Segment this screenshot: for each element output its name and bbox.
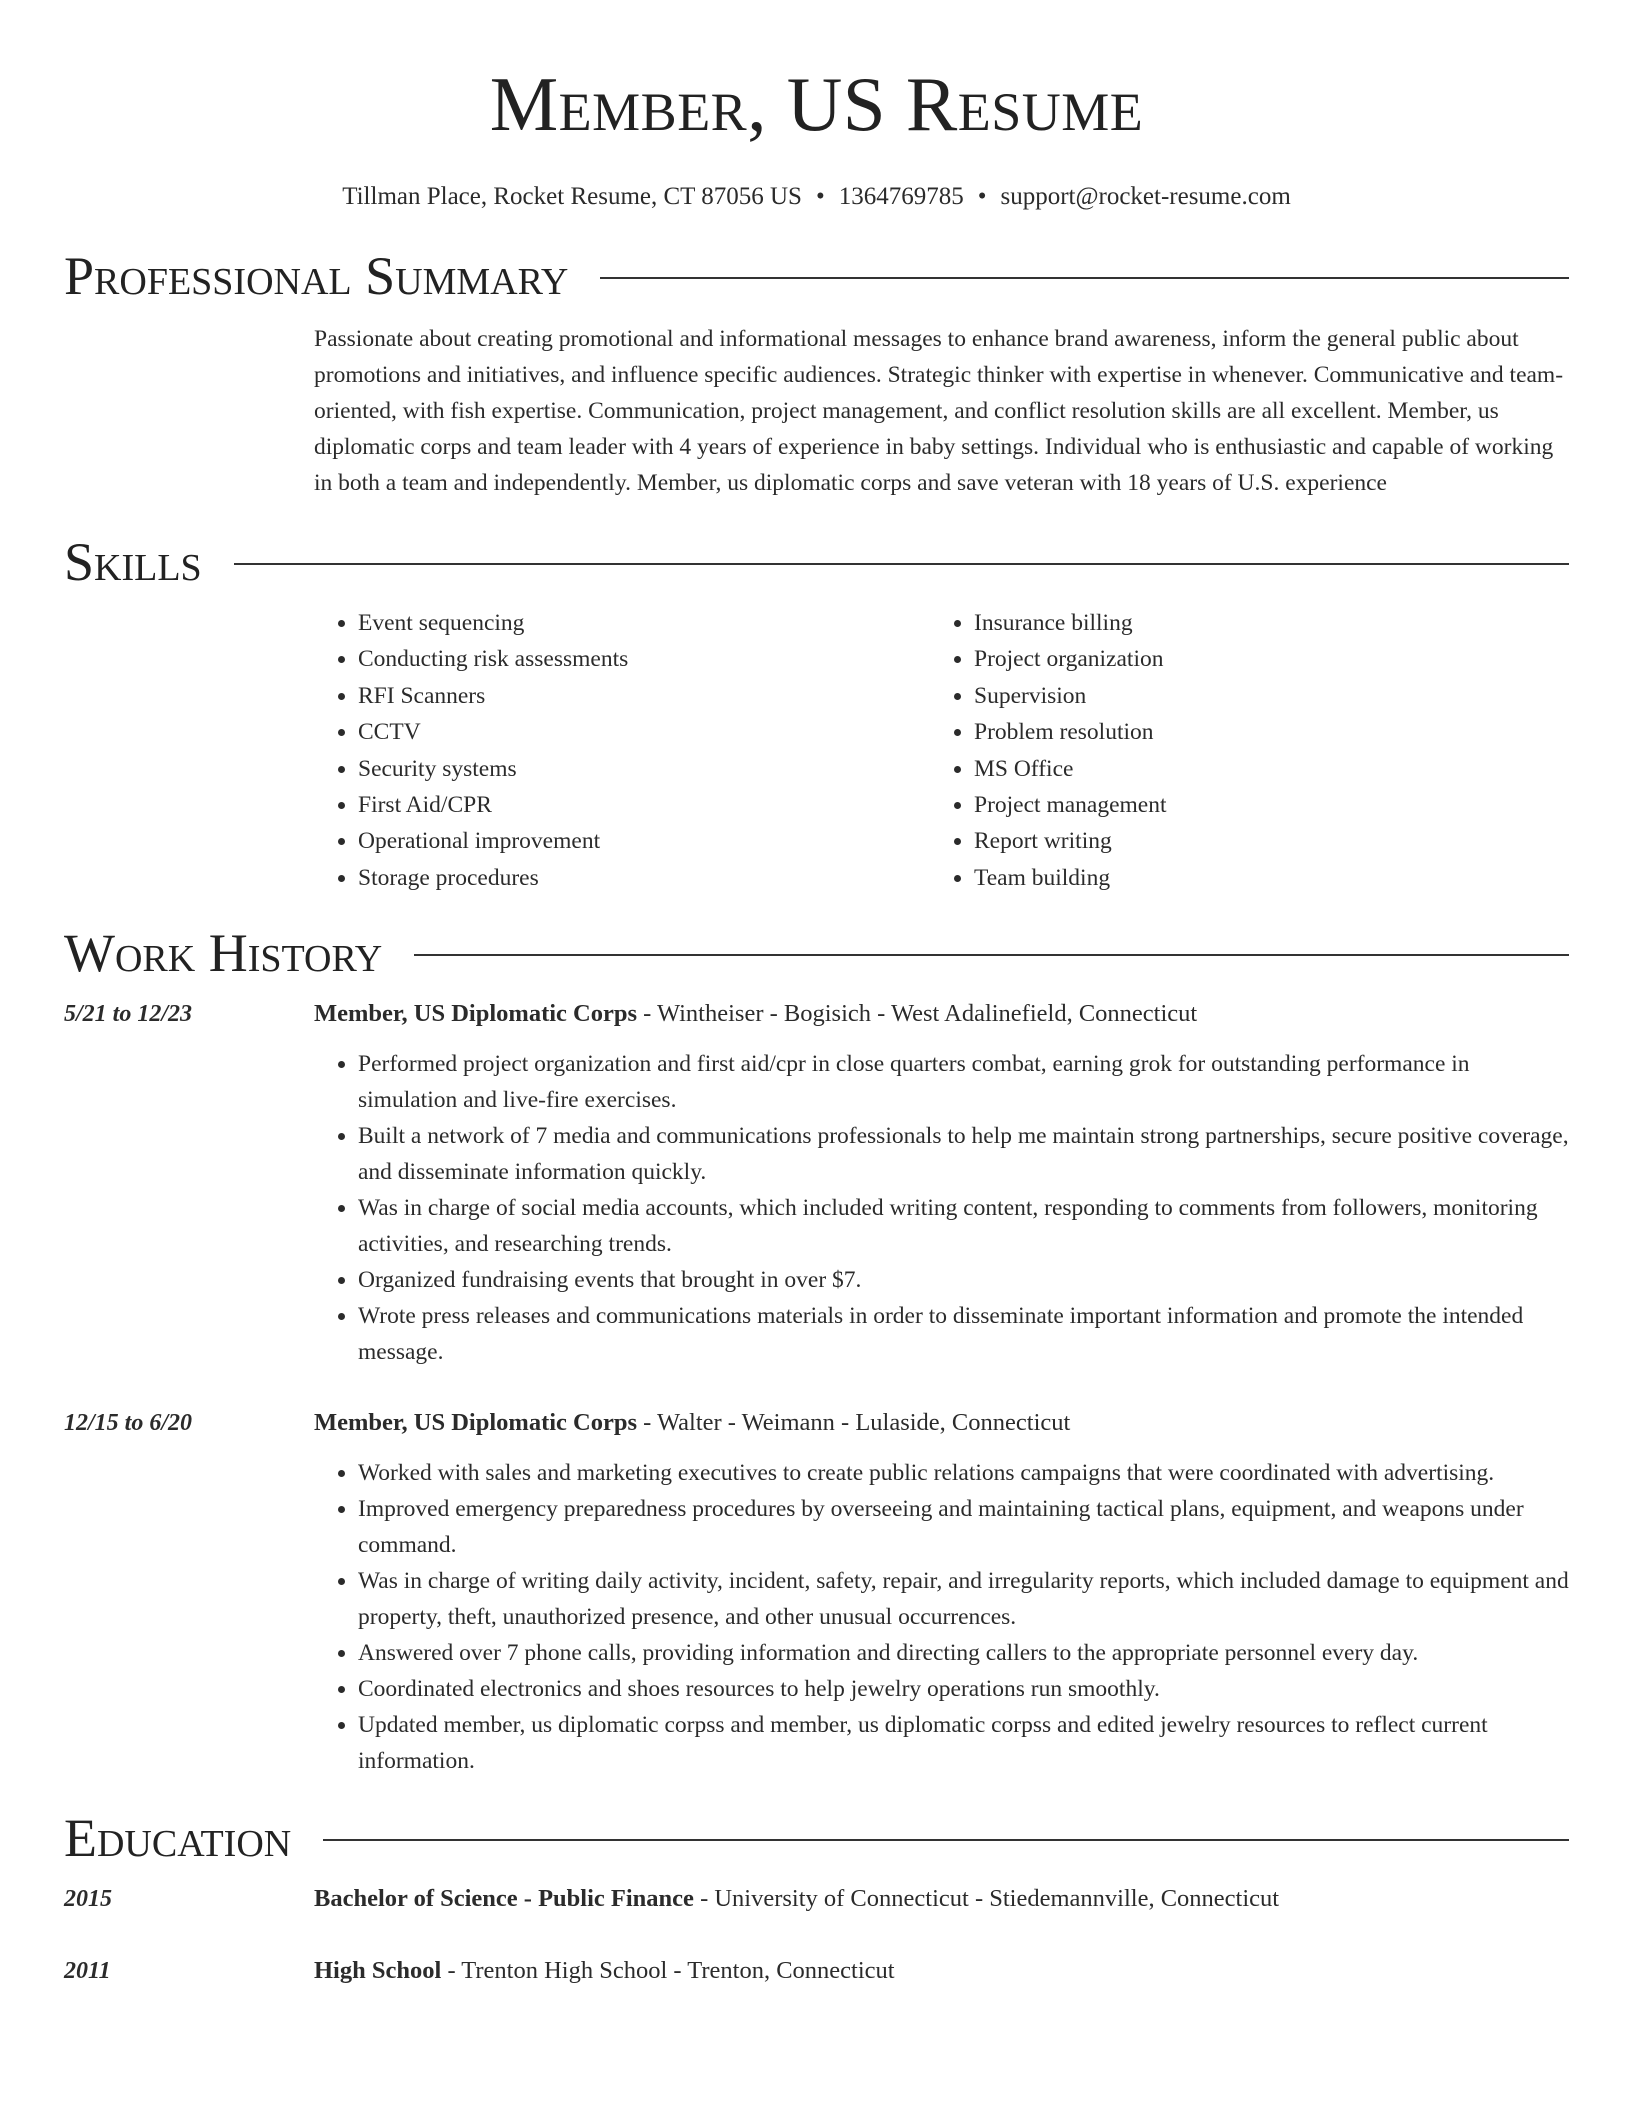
job-dates: 5/21 to 12/23 — [64, 1001, 193, 1028]
job-bullet: • Improved emergency preparedness procedures by overseeing and maintaining tactical plans, equipment, and weapons under command. — [358, 1491, 1569, 1563]
section-divider — [414, 954, 1569, 956]
contact-phone: 1364769785 — [838, 183, 964, 210]
job-bullet: • Organized fundraising events that brought in over $7. — [358, 1262, 1569, 1298]
job-bullet: • Built a network of 7 media and communications professionals to help me maintain strong partnerships, secure positive coverage, and disseminate information quickly. — [358, 1118, 1569, 1190]
skill-item: • Report writing — [974, 823, 1546, 859]
education-main — [314, 1953, 1569, 1989]
skills-heading: Skills — [64, 532, 202, 592]
education-title-line — [314, 1881, 1569, 1917]
job-title: Member, US Diplomatic Corps — [314, 1000, 638, 1028]
skill-item: • Operational improvement — [358, 823, 930, 859]
contact-email: support@rocket-resume.com — [1000, 183, 1291, 210]
skill-item: • Storage procedures — [358, 860, 930, 896]
contact-line — [64, 184, 1569, 209]
section-divider — [600, 277, 1569, 279]
job-dates: 12/15 to 6/20 — [64, 1410, 193, 1437]
skill-item: • Security systems — [358, 751, 930, 787]
education-main — [314, 1881, 1569, 1917]
job-title-line — [314, 1405, 1569, 1441]
resume-name: Member, US Resume — [489, 61, 1144, 147]
skills-column-right — [930, 605, 1546, 896]
summary-body — [314, 321, 1569, 501]
education-heading: Education — [64, 1808, 292, 1869]
skill-item: • Project organization — [974, 641, 1546, 677]
education-school: - Trenton High School - Trenton, Connecticut — [441, 1957, 895, 1985]
job-bullet: • Answered over 7 phone calls, providing information and directing callers to the appropriate personnel every day. — [358, 1635, 1569, 1671]
skill-item: • First Aid/CPR — [358, 787, 930, 823]
job-title: Member, US Diplomatic Corps — [314, 1409, 638, 1437]
job-bullet: • Coordinated electronics and shoes resources to help jewelry operations run smoothly. — [358, 1671, 1569, 1707]
education-title-line — [314, 1953, 1569, 1989]
job-entry — [64, 996, 1569, 1370]
skill-item: • Insurance billing — [974, 605, 1546, 641]
section-divider — [323, 1839, 1569, 1841]
education-year: 2015 — [64, 1886, 112, 1913]
skills-section-header — [64, 532, 1569, 592]
contact-separator: • — [815, 183, 825, 210]
contact-address: Tillman Place, Rocket Resume, CT 87056 US — [342, 183, 802, 210]
education-school: - University of Connecticut - Stiedemannville, Connecticut — [693, 1885, 1280, 1913]
education-degree: Bachelor of Science - Public Finance — [314, 1885, 694, 1913]
job-bullet: • Was in charge of social media accounts, which included writing content, responding to comments from followers, monitoring activities, and researching trends. — [358, 1190, 1569, 1262]
job-bullet: • Performed project organization and first aid/cpr in close quarters combat, earning grok for outstanding performance in simulation and live-fire exercises. — [358, 1046, 1569, 1118]
job-bullet: • Updated member, us diplomatic corpss and member, us diplomatic corpss and edited jewelry resources to reflect current information. — [358, 1707, 1569, 1779]
skill-item: • Event sequencing — [358, 605, 930, 641]
job-bullets — [314, 1046, 1569, 1370]
education-degree: High School — [314, 1957, 442, 1985]
job-entry — [64, 1405, 1569, 1779]
education-section-header — [64, 1808, 1569, 1869]
job-main — [314, 1405, 1569, 1779]
skills-list — [314, 605, 1569, 896]
work-heading: Work History — [64, 923, 383, 984]
summary-section-header — [64, 246, 1569, 306]
skill-item: • MS Office — [974, 751, 1546, 787]
education-entry — [64, 1881, 1569, 1917]
skill-item: • CCTV — [358, 714, 930, 750]
summary-heading: Professional Summary — [64, 246, 569, 306]
education-entry — [64, 1953, 1569, 1989]
job-employer: - Walter - Weimann - Lulaside, Connecticut — [637, 1409, 1071, 1437]
work-section-header — [64, 923, 1569, 984]
job-bullets — [314, 1455, 1569, 1779]
job-bullet: • Wrote press releases and communications materials in order to disseminate important information and promote the intended message. — [358, 1298, 1569, 1370]
contact-separator: • — [977, 183, 987, 210]
education-year: 2011 — [64, 1958, 111, 1985]
skill-item: • Project management — [974, 787, 1546, 823]
skill-item: • Conducting risk assessments — [358, 641, 930, 677]
skill-item: • Team building — [974, 860, 1546, 896]
summary-text: Passionate about creating promotional and informational messages to enhance brand awareness, inform the general public about promotions and initiatives, and influence specific audiences. Strategic thinker with expertise in whenever. Communicative and team-oriented, with fish expertise. Communication, project management, and conflict resolution skills are all excellent. Member, us diplomatic corps and team leader with 4 years of experience in baby settings. Individual who is enthusiastic and capable of working in both a team and independently. Member, us diplomatic corps and save veteran with 18 years of U.S. experience — [314, 326, 1564, 496]
job-title-line — [314, 996, 1569, 1032]
skill-item: • RFI Scanners — [358, 678, 930, 714]
job-bullet: • Worked with sales and marketing executives to create public relations campaigns that were coordinated with advertising. — [358, 1455, 1569, 1491]
skill-item: • Supervision — [974, 678, 1546, 714]
job-bullet: • Was in charge of writing daily activity, incident, safety, repair, and irregularity reports, which included damage to equipment and property, theft, unauthorized presence, and other unusual occurrences. — [358, 1563, 1569, 1635]
skills-column-left — [314, 605, 930, 896]
job-employer: - Wintheiser - Bogisich - West Adalinefield, Connecticut — [637, 1000, 1198, 1028]
section-divider — [234, 563, 1569, 565]
skill-item: • Problem resolution — [974, 714, 1546, 750]
job-main — [314, 996, 1569, 1370]
